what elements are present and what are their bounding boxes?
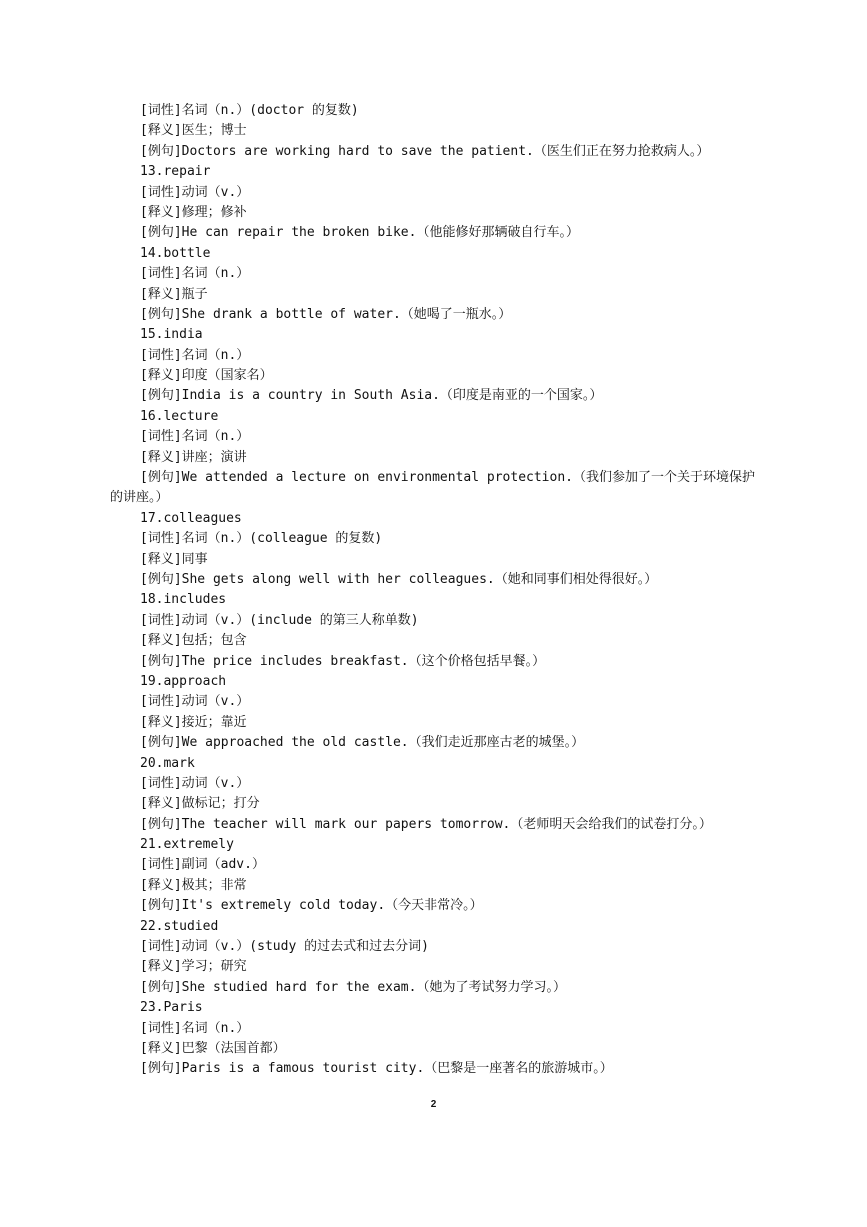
text-line: [词性]动词（v.） — [140, 184, 250, 200]
text-line: [例句]She gets along well with her colleagues.（她和同事们相处得很好。） — [140, 571, 658, 587]
text-line: [释义]极其；非常 — [140, 877, 247, 893]
text-line: 22.studied — [140, 918, 219, 934]
text-line: [释义]印度（国家名） — [140, 368, 273, 384]
text-line: [释义]做标记；打分 — [140, 796, 260, 812]
text-line: [词性]名词（n.） — [140, 1020, 250, 1036]
text-line: [释义]瓶子 — [140, 286, 208, 302]
text-line: 18.includes — [140, 592, 227, 608]
text-line: [词性]名词（n.） — [140, 266, 250, 282]
text-line: [释义]学习；研究 — [140, 959, 247, 975]
text-line: [例句]It's extremely cold today.（今天非常冷。） — [140, 898, 483, 914]
text-line: [释义]同事 — [140, 551, 208, 567]
text-line: [词性]名词（n.）(doctor 的复数) — [140, 103, 359, 118]
text-line: [释义]巴黎（法国首都） — [140, 1040, 286, 1056]
text-line: [例句]She studied hard for the exam.（她为了考试努力学习。） — [140, 979, 566, 995]
text-line: 21.extremely — [140, 837, 234, 853]
text-line: [释义]包括；包含 — [140, 633, 247, 649]
text-line: [例句]Doctors are working hard to save the patient.（医生们正在努力抢救病人。） — [140, 143, 710, 159]
text-line: [例句]She drank a bottle of water.（她喝了一瓶水。） — [140, 306, 512, 322]
text-line: [例句]Paris is a famous tourist city.（巴黎是一座著名的旅游城市。） — [140, 1061, 613, 1077]
text-line: [词性]动词（v.） — [140, 694, 250, 710]
text-line: [释义]修理；修补 — [140, 204, 247, 220]
text-line: [词性]动词（v.）(study 的过去式和过去分词) — [140, 939, 429, 955]
text-line: [释义]医生；博士 — [140, 123, 247, 139]
text-line: [例句]India is a country in South Asia.（印度是南亚的一个国家。） — [140, 388, 603, 404]
text-line: 17.colleagues — [140, 510, 242, 526]
text-line: 16.lecture — [140, 408, 219, 424]
text-line-continuation: 的讲座。） — [110, 490, 169, 506]
text-line: 15.india — [140, 327, 203, 343]
text-line: [例句]The price includes breakfast.（这个价格包括早餐。） — [140, 653, 546, 669]
page-number: 2 — [430, 1099, 437, 1110]
text-line: 19.approach — [140, 673, 227, 689]
text-line: 13.repair — [140, 164, 211, 180]
text-line: [词性]动词（v.） — [140, 775, 250, 791]
text-line: 20.mark — [140, 755, 195, 771]
text-line: [词性]动词（v.）(include 的第三人称单数) — [140, 612, 419, 628]
text-line: [词性]副词（adv.） — [140, 857, 265, 873]
text-line: [词性]名词（n.） — [140, 347, 250, 363]
text-line: [释义]接近；靠近 — [140, 714, 247, 730]
text-line: 14.bottle — [140, 245, 211, 261]
text-line: [例句]The teacher will mark our papers tomorrow.（老师明天会给我们的试卷打分。） — [140, 816, 712, 832]
text-line: [例句]We approached the old castle.（我们走近那座古老的城堡。） — [140, 735, 585, 751]
text-line: [词性]名词（n.） — [140, 429, 250, 445]
text-line: [例句]We attended a lecture on environmental protection.（我们参加了一个关于环境保护 — [140, 470, 755, 486]
text-line: [释义]讲座；演讲 — [140, 449, 247, 465]
text-line: [词性]名词（n.）(colleague 的复数) — [140, 531, 383, 547]
text-line: 23.Paris — [140, 1000, 203, 1016]
text-line: [例句]He can repair the broken bike.（他能修好那辆破自行车。） — [140, 225, 579, 241]
vocabulary-list — [110, 101, 780, 1080]
